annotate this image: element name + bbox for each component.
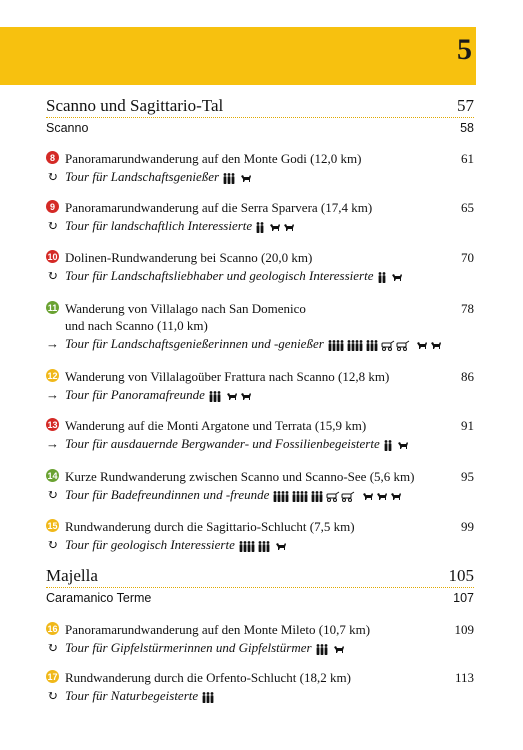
subsection-title: Scanno	[46, 121, 89, 135]
loop-icon: ↻	[47, 487, 58, 502]
tour-type: Tour für Gipfelstürmerinnen und Gipfelstürmer	[65, 640, 312, 655]
dog-icon	[397, 436, 409, 451]
chapter-number: 5	[457, 33, 472, 66]
section-majella	[46, 566, 474, 605]
arrow-right-icon: →	[46, 387, 59, 402]
tour-entry[interactable]	[46, 300, 474, 352]
dog-icon	[275, 537, 287, 552]
tour-title	[65, 150, 453, 167]
tour-page: 78	[461, 301, 474, 316]
tour-title	[65, 669, 447, 686]
family-icon	[347, 336, 363, 351]
dog-icon	[362, 487, 374, 502]
tour-title-line: Rundwanderung durch die Orfento-Schlucht (18,2 km)	[65, 670, 351, 685]
tour-entry[interactable]	[46, 518, 474, 553]
dog-icon	[240, 169, 252, 184]
tour-page: 95	[461, 469, 474, 484]
tour-title-line: Rundwanderung durch die Sagittario-Schlucht (7,5 km)	[65, 519, 355, 534]
tour-page: 70	[461, 250, 474, 265]
tour-type: Tour für ausdauernde Bergwander- und Fossilienbegeisterte	[65, 436, 380, 451]
suitability-icons	[202, 688, 217, 704]
tour-page: 91	[461, 418, 474, 433]
family-icon	[273, 487, 289, 502]
tour-page: 65	[461, 200, 474, 215]
tour-number-badge: 9	[46, 200, 59, 213]
family-icon	[384, 436, 392, 451]
tour-entry[interactable]	[46, 468, 474, 503]
tour-entry[interactable]	[46, 621, 474, 656]
tour-number-badge: 16	[47, 623, 58, 634]
dog-icon	[391, 268, 403, 283]
tour-entry[interactable]	[46, 249, 474, 284]
family-icon	[311, 487, 323, 502]
section-page: 105	[448, 566, 474, 585]
tour-entry[interactable]	[46, 669, 474, 704]
section-page: 57	[457, 96, 474, 115]
tour-type: Tour für Landschaftsgenießer	[65, 169, 220, 184]
stroller-icon	[396, 336, 410, 351]
arrow-right-icon: →	[46, 336, 59, 351]
stroller-icon	[381, 336, 395, 351]
section-title: Scanno und Sagittario-Tal	[46, 96, 224, 115]
dog-icon	[269, 218, 281, 233]
subsection-title: Caramanico Terme	[46, 591, 152, 605]
family-icon	[258, 537, 270, 552]
family-icon	[378, 268, 386, 283]
dog-icon	[376, 487, 388, 502]
loop-icon: ↻	[47, 169, 58, 184]
suitability-icons	[209, 387, 252, 403]
dog-icon	[240, 387, 252, 402]
section-title: Majella	[46, 566, 98, 585]
dog-icon	[226, 387, 238, 402]
tour-type: Tour für geologisch Interessierte	[65, 537, 235, 552]
tour-type: Tour für Badefreundinnen und -freunde	[65, 487, 270, 502]
suitability-icons	[378, 268, 403, 284]
tour-entry[interactable]	[46, 368, 474, 403]
dog-icon	[430, 336, 442, 351]
family-icon	[223, 169, 235, 184]
loop-icon: ↻	[47, 640, 58, 655]
tour-number-badge: 14	[47, 470, 58, 481]
stroller-icon	[341, 487, 355, 502]
tour-number-badge: 13	[47, 419, 58, 430]
dog-icon	[283, 218, 295, 233]
tour-type: Tour für Naturbegeisterte	[65, 688, 199, 703]
loop-icon: ↻	[47, 218, 58, 233]
loop-icon: ↻	[47, 537, 58, 552]
family-icon	[209, 387, 221, 402]
tour-entry[interactable]	[46, 199, 474, 234]
tour-type: Tour für Landschaftsgenießerinnen und -genießer	[65, 336, 324, 351]
family-icon	[202, 688, 214, 703]
dog-icon	[390, 487, 402, 502]
tour-title-line: Panoramarundwanderung auf die Serra Sparvera (17,4 km)	[65, 200, 373, 215]
tour-page: 113	[454, 670, 474, 685]
tour-title-line: Panoramarundwanderung auf den Monte Mileto (10,7 km)	[65, 622, 371, 637]
tour-page: 99	[461, 519, 474, 534]
tour-number-badge: 17	[47, 671, 58, 682]
dog-icon	[416, 336, 428, 351]
tour-number-badge: 10	[47, 251, 58, 262]
family-icon	[366, 336, 378, 351]
suitability-icons	[256, 218, 295, 234]
tour-type: Tour für Landschaftsliebhaber und geologisch Interessierte	[65, 268, 374, 283]
section-scanno	[46, 96, 474, 135]
suitability-icons	[328, 336, 442, 352]
tour-page: 109	[454, 622, 474, 637]
tour-title-line: Dolinen-Rundwanderung bei Scanno (20,0 km)	[65, 250, 313, 265]
suitability-icons	[384, 436, 409, 452]
family-icon	[328, 336, 344, 351]
arrow-right-icon: →	[46, 436, 59, 451]
tour-number-badge: 11	[47, 302, 58, 313]
loop-icon: ↻	[47, 688, 58, 703]
tour-number-badge: 8	[46, 151, 59, 164]
tour-title	[65, 249, 453, 266]
subsection-page: 107	[453, 591, 474, 605]
subsection-page: 58	[460, 121, 474, 135]
family-icon	[256, 218, 264, 233]
loop-icon: ↻	[47, 268, 58, 283]
tour-title-line: Wanderung von Villalago nach San Domenico	[65, 301, 306, 316]
tour-title	[65, 368, 453, 385]
tour-title-line: Wanderung von Villalagoüber Frattura nach Scanno (12,8 km)	[65, 369, 390, 384]
tour-type: Tour für landschaftlich Interessierte	[65, 218, 253, 233]
family-icon	[292, 487, 308, 502]
tour-entry[interactable]	[46, 417, 474, 452]
tour-entry[interactable]	[46, 150, 474, 185]
stroller-icon	[326, 487, 340, 502]
tour-title	[65, 518, 453, 535]
tour-title	[65, 417, 453, 434]
tour-title	[65, 621, 447, 638]
tour-type: Tour für Panoramafreunde	[65, 387, 205, 402]
tour-title	[65, 468, 453, 485]
tour-number-badge: 12	[47, 370, 58, 381]
tour-title	[65, 300, 453, 334]
tour-number-badge: 15	[47, 520, 58, 531]
tour-page: 61	[461, 151, 474, 166]
tour-title-line: Panoramarundwanderung auf den Monte Godi (12,0 km)	[65, 151, 362, 166]
tour-title-line: Kurze Rundwanderung zwischen Scanno und Scanno-See (5,6 km)	[65, 469, 415, 484]
tour-title-line: und nach Scanno (11,0 km)	[65, 318, 208, 333]
dog-icon	[333, 640, 345, 655]
family-icon	[239, 537, 255, 552]
suitability-icons	[223, 169, 252, 185]
chapter-header	[0, 27, 476, 85]
suitability-icons	[273, 487, 401, 503]
tour-title	[65, 199, 453, 216]
suitability-icons	[239, 537, 287, 553]
tour-title-line: Wanderung auf die Monti Argatone und Terrata (15,9 km)	[65, 418, 367, 433]
tour-page: 86	[461, 369, 474, 384]
family-icon	[316, 640, 328, 655]
suitability-icons	[316, 640, 345, 656]
